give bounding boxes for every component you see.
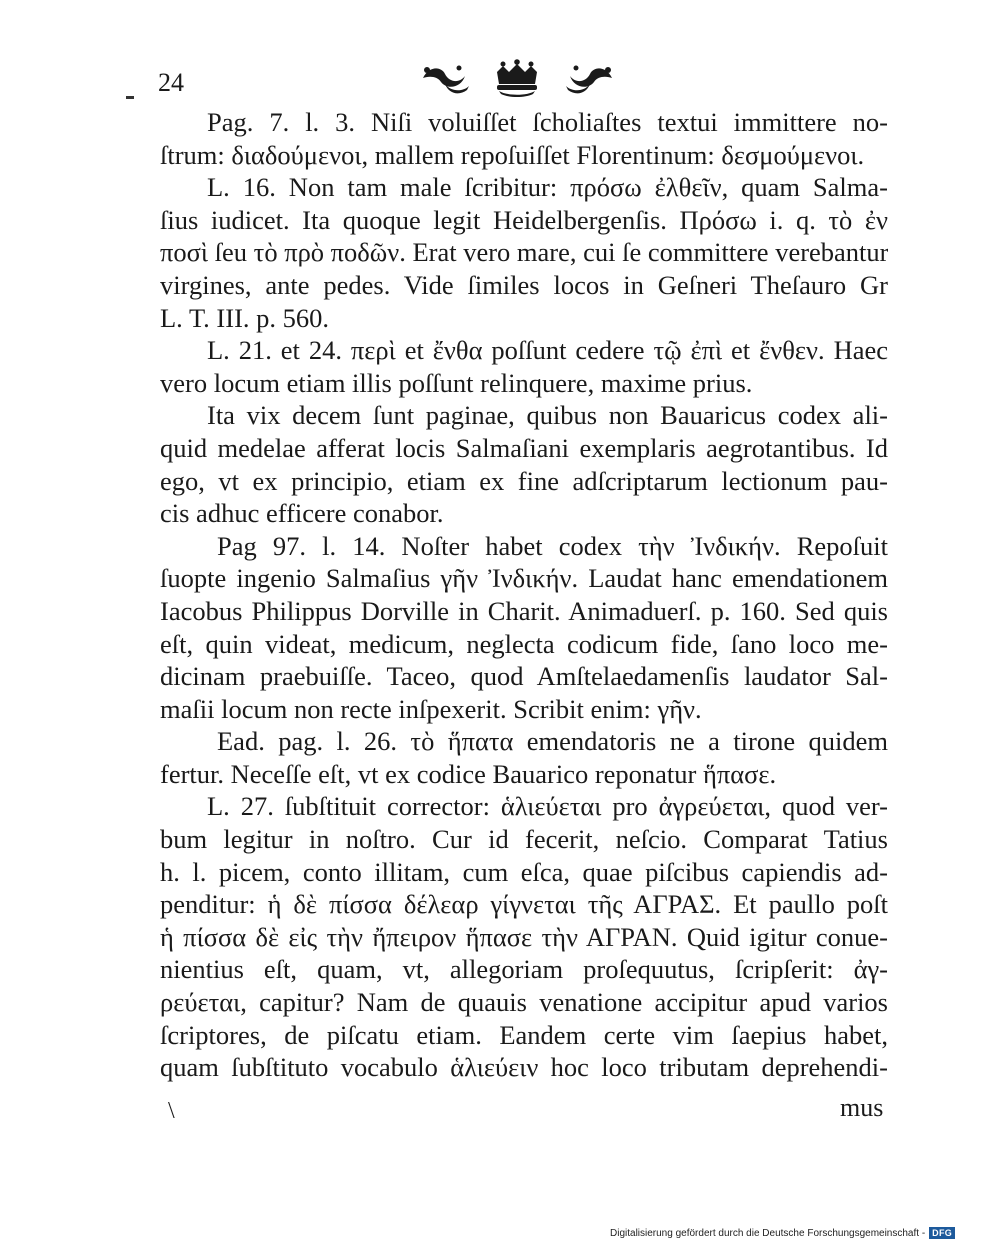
text-line: ſtrum: διαδούμενοι, mallem repoſuiſſet Florentinum: δεσμούμενοι.: [160, 139, 865, 170]
dfg-logo: DFG: [929, 1227, 955, 1239]
text-line: cis adhuc efficere conabor.: [160, 498, 444, 529]
text-line: maſii locum non recte inſpexerit. Scribit enim: γῆν.: [160, 693, 702, 724]
text-line: ἡ πίσσα δὲ εἰς τὴν ἤπειρον ἥπασε τὴν ΑΓΡΑΝ. Quid igitur conue-: [160, 921, 888, 952]
text-line: ſcriptores, de piſcatu etiam. Eandem certe vim ſaepius habet,: [160, 1019, 888, 1050]
text-line: bum legitur in noſtro. Cur id fecerit, neſcio. Comparat Tatius: [160, 824, 888, 855]
crown-ornament-icon: [415, 58, 620, 98]
text-line: fertur. Neceſſe eſt, vt ex codice Bauarico reponatur ἥπασε.: [160, 758, 777, 789]
stray-ink-mark: [126, 96, 134, 99]
text-line: Ead. pag. l. 26. τὸ ἥπατα emendatoris ne a tirone quidem: [217, 726, 888, 757]
text-line: ſuopte ingenio Salmaſius γῆν Ἰνδικήν. Laudat hanc emendationem: [160, 563, 888, 594]
text-line: L. 27. ſubſtituit corrector: ἁλιεύεται pro ἀγρεύεται, quod ver-: [207, 791, 888, 822]
text-line: ſius iudicet. Ita quoque legit Heidelbergenſis. Πρόσω i. q. τὸ ἐν: [160, 204, 888, 235]
footer-text: Digitalisierung gefördert durch die Deutsche Forschungsgemeinschaft -: [610, 1227, 926, 1239]
text-line: ρεύεται, capitur? Nam de quauis venatione accipitur apud varios: [160, 987, 888, 1018]
text-line: dicinam praebuiſſe. Taceo, quod Amſtelaedamenſis laudator Sal-: [160, 661, 888, 692]
text-line: quam ſubſtituto vocabulo ἁλιεύειν hoc loco tributam deprehendi-: [160, 1052, 888, 1083]
text-line: vero locum etiam illis poſſunt relinquere, maxime prius.: [160, 367, 753, 398]
body-text: [160, 106, 888, 1084]
text-line: penditur: ἡ δὲ πίσσα δέλεαρ γίγνεται τῆς ΑΓΡΑΣ. Et paullo poſt: [160, 889, 888, 920]
text-line: L. 21. et 24. περὶ et ἔνθα poſſunt cedere τῷ ἐπὶ et ἔνθεν. Haec: [207, 335, 888, 366]
text-line: ego, vt ex principio, etiam ex fine adſcriptarum lectionum pau-: [160, 465, 888, 496]
page-number: 24: [158, 68, 184, 97]
text-line: quid medelae afferat locis Salmaſiani exemplaris aegrotantibus. Id: [160, 432, 888, 463]
text-line: ποσὶ ſeu τὸ πρὸ ποδῶν. Erat vero mare, cui ſe committere verebantur: [160, 237, 888, 268]
catchword: mus: [840, 1093, 884, 1122]
text-line: h. l. picem, conto illitam, cum eſca, quae piſcibus capiendis ad-: [160, 856, 888, 887]
text-line: L. T. III. p. 560.: [160, 302, 330, 333]
text-line: Pag. 7. l. 3. Niſi voluiſſet ſcholiaſtes textui immittere no-: [207, 107, 888, 137]
text-line: nientius eſt, quam, vt, allegoriam proſequutus, ſcripſerit: ἀγ-: [160, 954, 888, 985]
text-line: eſt, quin videat, medicum, neglecta codicum fide, ſano loco me-: [160, 628, 888, 659]
text-line: virgines, ante pedes. Vide ſimiles locos in Geſneri Theſauro Gr: [160, 269, 888, 300]
digitization-footer: [610, 1227, 955, 1239]
text-line: Iacobus Philippus Dorville in Charit. Animaduerſ. p. 160. Sed quis: [160, 595, 888, 626]
text-line: L. 16. Non tam male ſcribitur: πρόσω ἐλθεῖν, quam Salma-: [207, 172, 888, 203]
text-line: Pag 97. l. 14. Noſter habet codex τὴν Ἰνδικήν. Repoſuit: [217, 530, 888, 561]
corner-mark: \: [168, 1098, 175, 1124]
text-line: Ita vix decem ſunt paginae, quibus non Bauaricus codex ali-: [207, 400, 888, 431]
